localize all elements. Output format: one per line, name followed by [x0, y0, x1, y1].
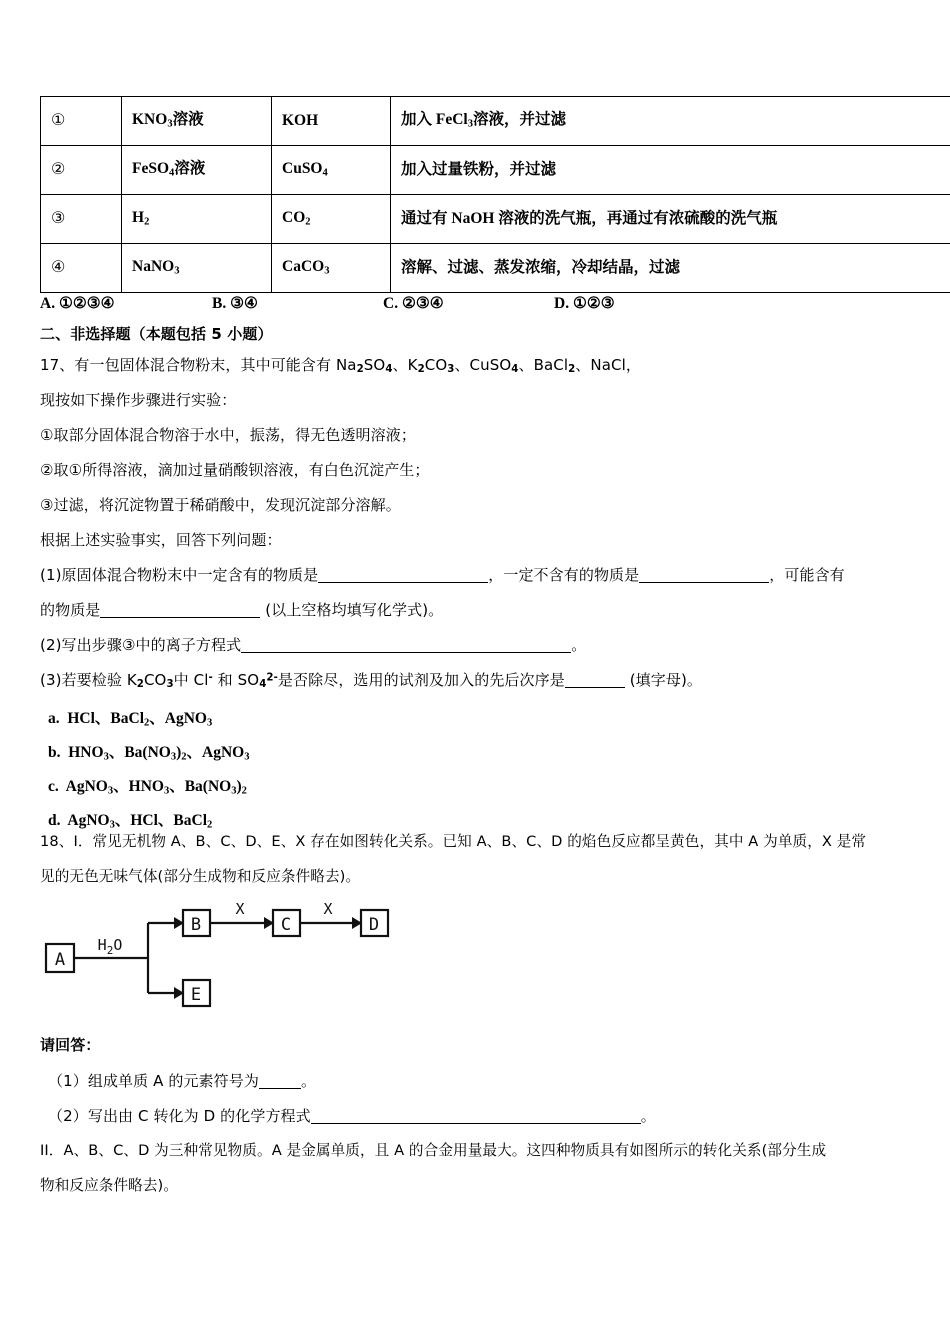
choice-answer-row — [40, 294, 910, 314]
operation-cell: 加入 FeCl$_3$溶液，并过滤 — [391, 97, 950, 146]
flow-edge-label-c-to-d: X — [323, 900, 333, 918]
q18-part1-line-2: 见的无色无味气体(部分生成物和反应条件略去)。 — [40, 868, 361, 885]
q18-answer-prompt: 请回答： — [40, 1036, 101, 1054]
flow-edge-label-b-to-c: X — [235, 900, 245, 918]
flow-node-D-label: D — [368, 915, 380, 935]
q17-sub2: (2)写出步骤③中的离子方程式 。 — [40, 636, 587, 654]
choice-option-c[interactable] — [383, 294, 444, 313]
substance-cell: $H_2$ — [122, 195, 272, 244]
q17-sub1-line-1: (1)原固体混合物粉末中一定含有的物质是 ，一定不含有的物质是 ，可能含有 — [40, 566, 845, 584]
q17-option-c-text: AgNO$_3$、$HNO_3$、$Ba(NO_3)_2$ — [65, 778, 247, 797]
row-number-cell: ① — [41, 97, 122, 146]
operation-cell: 加入过量铁粉，并过滤 — [391, 146, 950, 195]
table-row — [41, 97, 950, 146]
table-row — [41, 244, 950, 293]
table-row — [41, 195, 950, 244]
section-heading: 二、非选择题（本题包括 5 小题） — [40, 325, 273, 343]
q17-step-3: ③过滤，将沉淀物置于稀硝酸中，发现沉淀部分溶解。 — [40, 496, 401, 514]
q17-option-a-text: HCl、BaCl$_2$、AgNO$_3$ — [67, 710, 213, 729]
q17-option-a[interactable] — [48, 706, 212, 728]
q18-part1-line-1: 18、I．常见无机物 A、B、C、D、E、X 存在如图转化关系。已知 A、B、C、D 的焰色反应都呈黄色，其中 A 为单质，X 是常 — [40, 833, 867, 850]
substance-cell: $KNO_3$溶液 — [122, 97, 272, 146]
row-number-cell: ④ — [41, 244, 122, 293]
choice-option-d[interactable] — [554, 294, 615, 313]
choice-a-label: A. — [40, 295, 56, 312]
q17-option-d-text: AgNO$_3$、HCl、BaCl$_2$ — [67, 812, 213, 831]
q18-part2-line-1: II．A、B、C、D 为三种常见物质。A 是金属单质，且 A 的合金用量最大。这四种物质具有如图所示的转化关系(部分生成 — [40, 1142, 827, 1159]
impurity-cell: CaCO$_3$ — [272, 244, 391, 293]
substance-cell: NaNO$_3$ — [122, 244, 272, 293]
q17-option-c[interactable] — [48, 774, 247, 796]
choice-c-label: C. — [383, 295, 399, 312]
flow-diagram-svg — [40, 900, 440, 1018]
q17-sub3: (3)若要检验 $K_2CO_3$中 Cl- 和 $SO_4^{2-}$是否除尽，选用的试剂及加入的先后次序是 (填字母)。 — [40, 671, 703, 691]
q17-sub1-line-2: 的物质是 (以上空格均填写化学式)。 — [40, 601, 444, 619]
q17-stem-line-2: 现按如下操作步骤进行实验： — [40, 391, 237, 409]
row-number-cell: ② — [41, 146, 122, 195]
q17-stem-line-1: 17、有一包固体混合物粉末，其中可能含有 $Na_2SO_4$、$K_2CO_3$、CuSO$_4$、BaCl$_2$、NaCl， — [40, 356, 641, 376]
q17-option-d[interactable] — [48, 808, 212, 830]
q17-step-1: ①取部分固体混合物溶于水中，振荡，得无色透明溶液； — [40, 426, 416, 444]
q17-option-b-text: $HNO_3$、$Ba(NO_3)_2$、AgNO$_3$ — [68, 744, 250, 763]
impurity-cell: KOH — [272, 97, 391, 146]
impurity-cell: $CO_2$ — [272, 195, 391, 244]
q17-option-b-key: b. — [48, 744, 61, 761]
flow-node-A-label: A — [54, 950, 66, 970]
impurity-cell: CuSO$_4$ — [272, 146, 391, 195]
q17-lead-in: 根据上述实验事实，回答下列问题： — [40, 531, 282, 549]
q18-part2-line-2: 物和反应条件略去)。 — [40, 1177, 179, 1194]
choice-d-value: ①②③ — [572, 295, 615, 312]
q17-option-d-key: d. — [48, 812, 61, 829]
q17-option-b[interactable] — [48, 740, 250, 762]
flow-node-E-label: E — [190, 985, 202, 1005]
choice-c-value: ②③④ — [401, 295, 444, 312]
transformation-flow-diagram — [40, 900, 440, 1018]
choice-b-label: B. — [212, 295, 227, 312]
row-number-cell: ③ — [41, 195, 122, 244]
q18-sub2: （2）写出由 C 转化为 D 的化学方程式 。 — [48, 1107, 656, 1125]
choice-option-b[interactable] — [212, 294, 258, 313]
q18-sub1: （1）组成单质 A 的元素符号为 。 — [48, 1072, 317, 1090]
table-body — [41, 97, 950, 293]
choice-a-value: ①②③④ — [58, 295, 115, 312]
q17-step-2: ②取①所得溶液，滴加过量硝酸钡溶液，有白色沉淀产生； — [40, 461, 430, 479]
flow-edge-label-h2o: $H_2O$ — [97, 936, 123, 957]
flow-node-C-label: C — [280, 915, 292, 935]
flow-node-B-label: B — [190, 915, 202, 935]
q17-option-a-key: a. — [48, 710, 60, 727]
operation-cell: 溶解、过滤、蒸发浓缩，冷却结晶，过滤 — [391, 244, 950, 293]
q17-option-c-key: c. — [48, 778, 59, 795]
substance-cell: FeSO$_4$溶液 — [122, 146, 272, 195]
purification-table — [40, 96, 950, 293]
choice-d-label: D. — [554, 295, 570, 312]
choice-b-value: ③④ — [230, 295, 258, 312]
table-row — [41, 146, 950, 195]
choice-option-a[interactable] — [40, 294, 115, 313]
operation-cell: 通过有 NaOH 溶液的洗气瓶，再通过有浓硫酸的洗气瓶 — [391, 195, 950, 244]
